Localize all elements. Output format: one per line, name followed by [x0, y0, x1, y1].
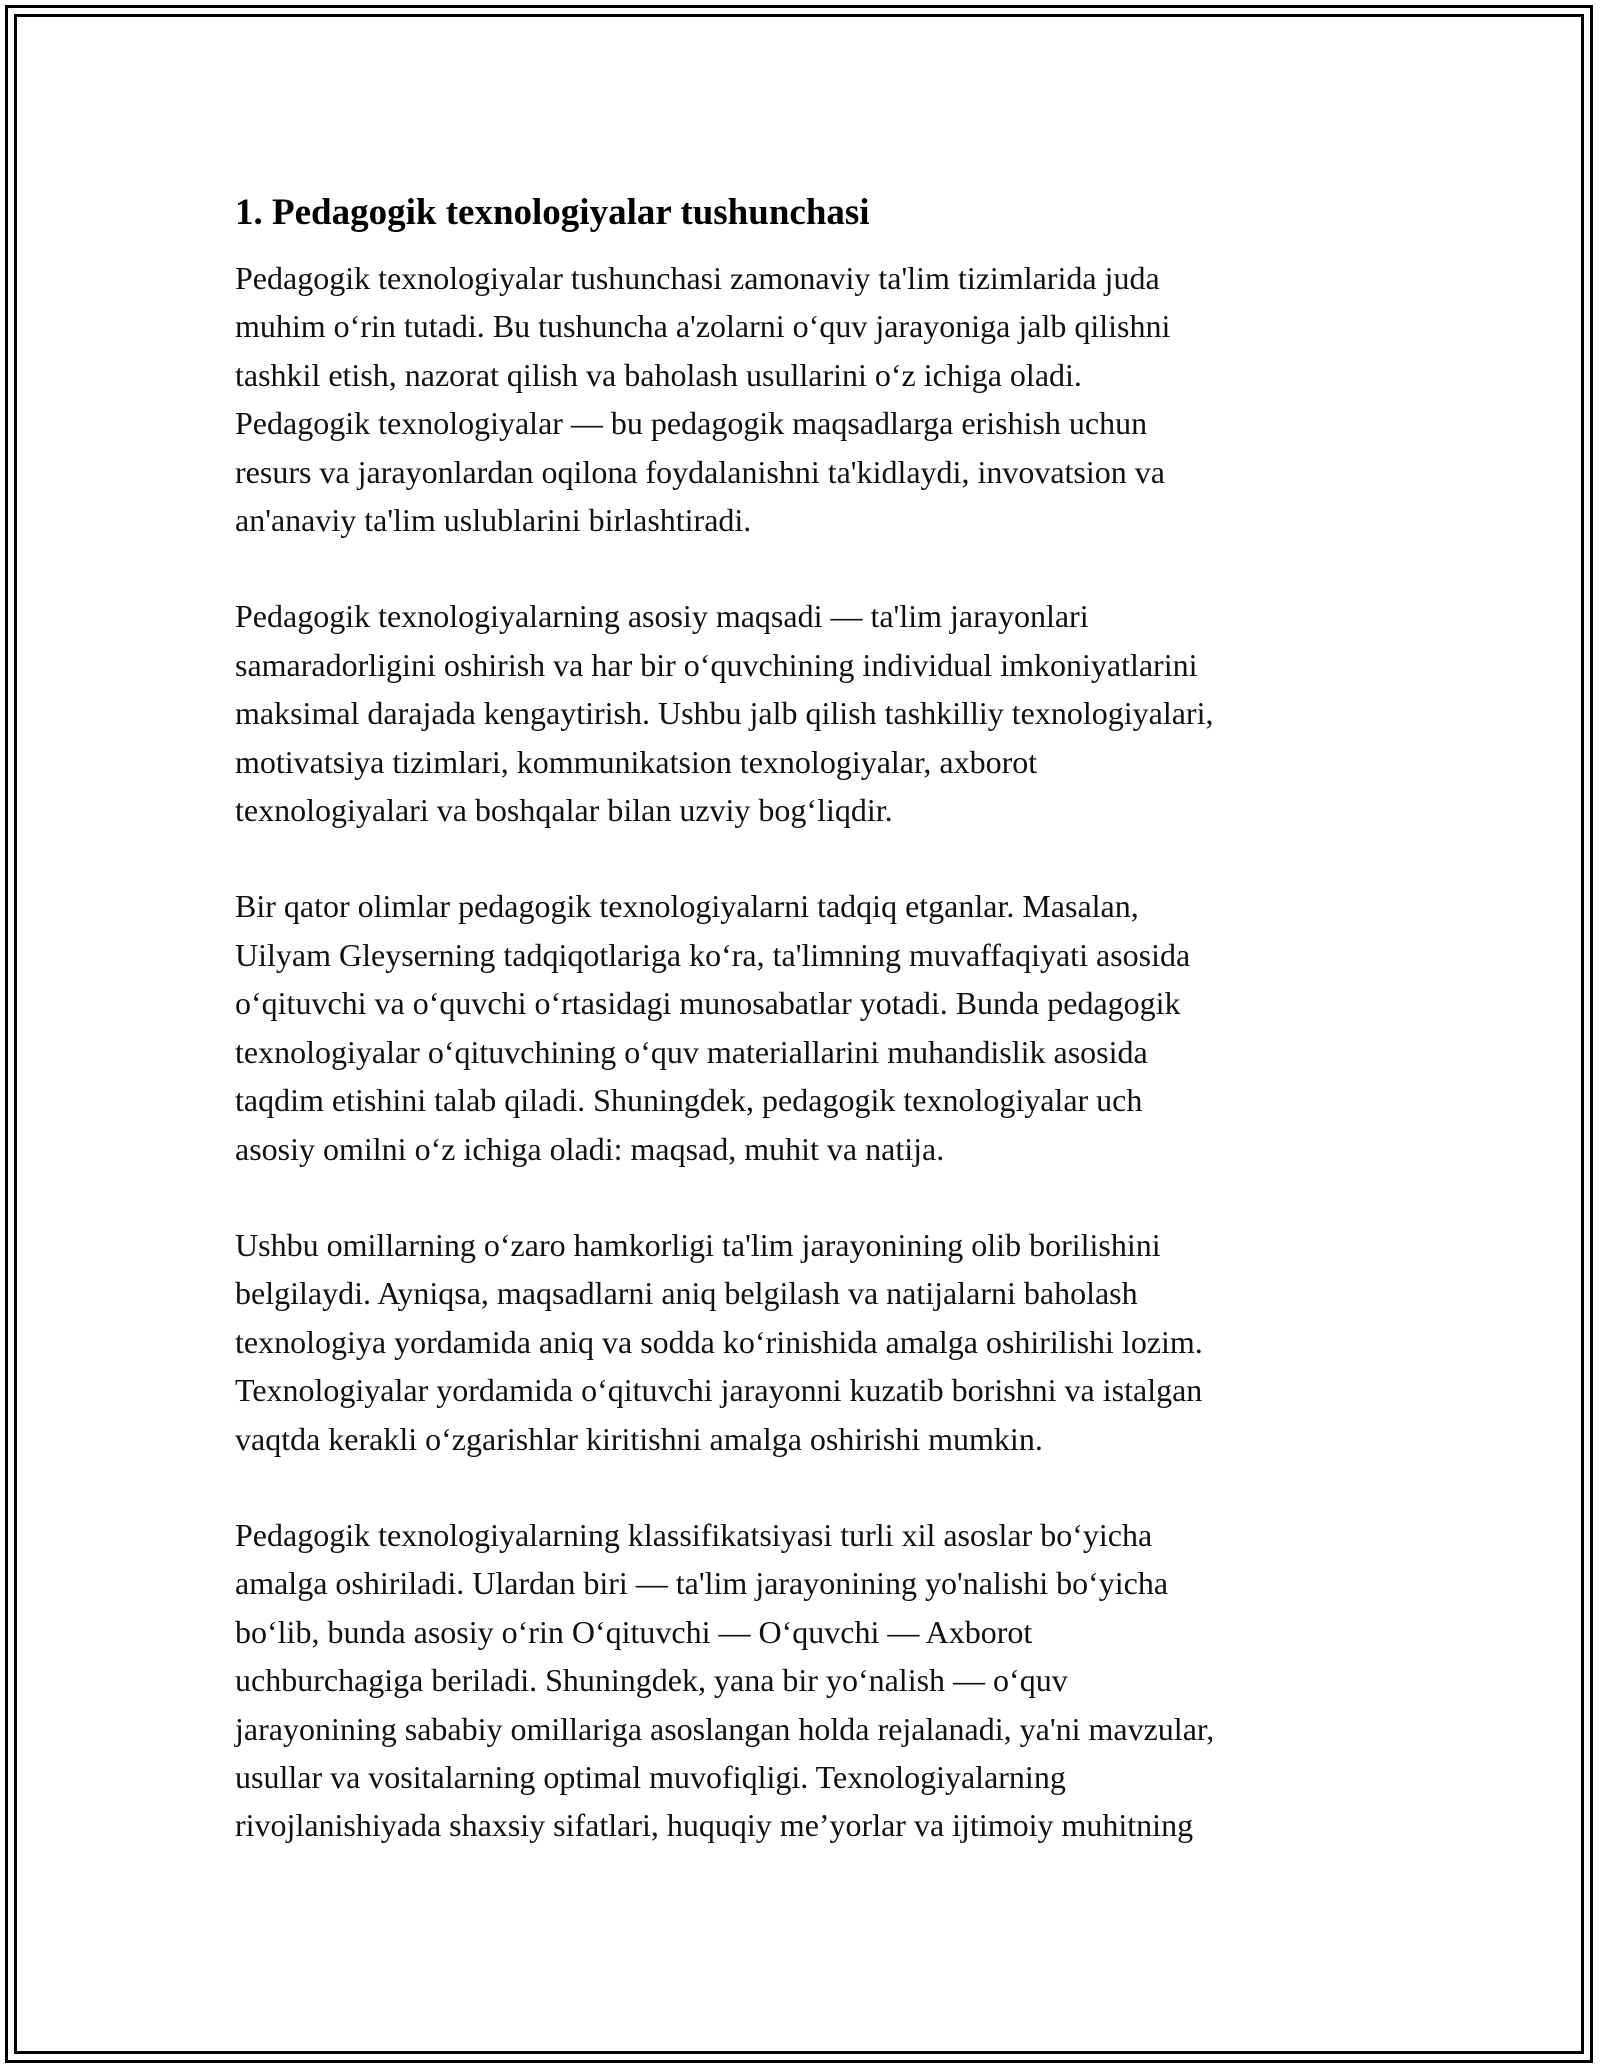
paragraph-3: Bir qator olimlar pedagogik texnologiyalarni tadqiq etganlar. Masalan, Uilyam Gleyserning tadqiqotlariga ko‘ra, ta'limning muvaffaqiyati asosida o‘qituvchi va o‘quvchi o‘rtasidagi munosabatlar yotadi. Bunda pedagogik texnologiyalar o‘qituvchining o‘quv materiallarini muhandislik asosida taqdim etishini talab qiladi. Shuningdek, pedagogik texnologiyalar uch asosiy omilni o‘z ichiga oladi: maqsad, muhit va natija. — [235, 888, 1191, 1167]
paragraph-2: Pedagogik texnologiyalarning asosiy maqsadi — ta'lim jarayonlari samaradorligini oshirish va har bir o‘quvchining individual imkoniyatlarini maksimal darajada kengaytirish. Ushbu jalb qilish tashkilliy texnologiyalari, motivatsiya tizimlari, kommunikatsion texnologiyalar, axborot texnologiyalari va boshqalar bilan uzviy bog‘liqdir. — [235, 598, 1214, 829]
paragraph-5: Pedagogik texnologiyalarning klassifikatsiyasi turli xil asoslar bo‘yicha amalga oshiriladi. Ulardan biri — ta'lim jarayonining yo'nalishi bo‘yicha bo‘lib, bunda asosiy o‘rin O‘qituvchi — O‘quvchi — Axborot uchburchagiga beriladi. Shuningdek, yana bir yo‘nalish — o‘quv jarayonining sababiy omillariga asoslangan holda rejalanadi, ya'ni mavzular, usullar va vositalarning optimal muvofiqligi. Texnologiyalarning rivojlanishiyada shaxsiy sifatlari, huquqiy me’yorlar va ijtimoiy muhitning — [235, 1516, 1215, 1844]
document-body — [235, 188, 1375, 1850]
paragraph-1: Pedagogik texnologiyalar tushunchasi zamonaviy ta'lim tizimlarida juda muhim o‘rin tutadi. Bu tushuncha a'zolarni o‘quv jarayoniga jalb qilishni tashkil etish, nazorat qilish va baholash usullarini o‘z ichiga oladi. Pedagogik texnologiyalar — bu pedagogik maqsadlarga erishish uchun resurs va jarayonlardan oqilona foydalanishni ta'kidlaydi, invovatsion va an'anaviy ta'lim uslublarini birlashtiradi. — [235, 260, 1171, 539]
section-heading: 1. Pedagogik texnologiyalar tushunchasi — [235, 192, 870, 233]
paragraph-4: Ushbu omillarning o‘zaro hamkorligi ta'lim jarayonining olib borilishini belgilaydi. Ayniqsa, maqsadlarni aniq belgilash va natijalarni baholash texnologiya yordamida aniq va sodda ko‘rinishida amalga oshirilishi lozim. Texnologiyalar yordamida o‘qituvchi jarayonni kuzatib borishni va istalgan vaqtda kerakli o‘zgarishlar kiritishni amalga oshirishi mumkin. — [235, 1226, 1203, 1457]
